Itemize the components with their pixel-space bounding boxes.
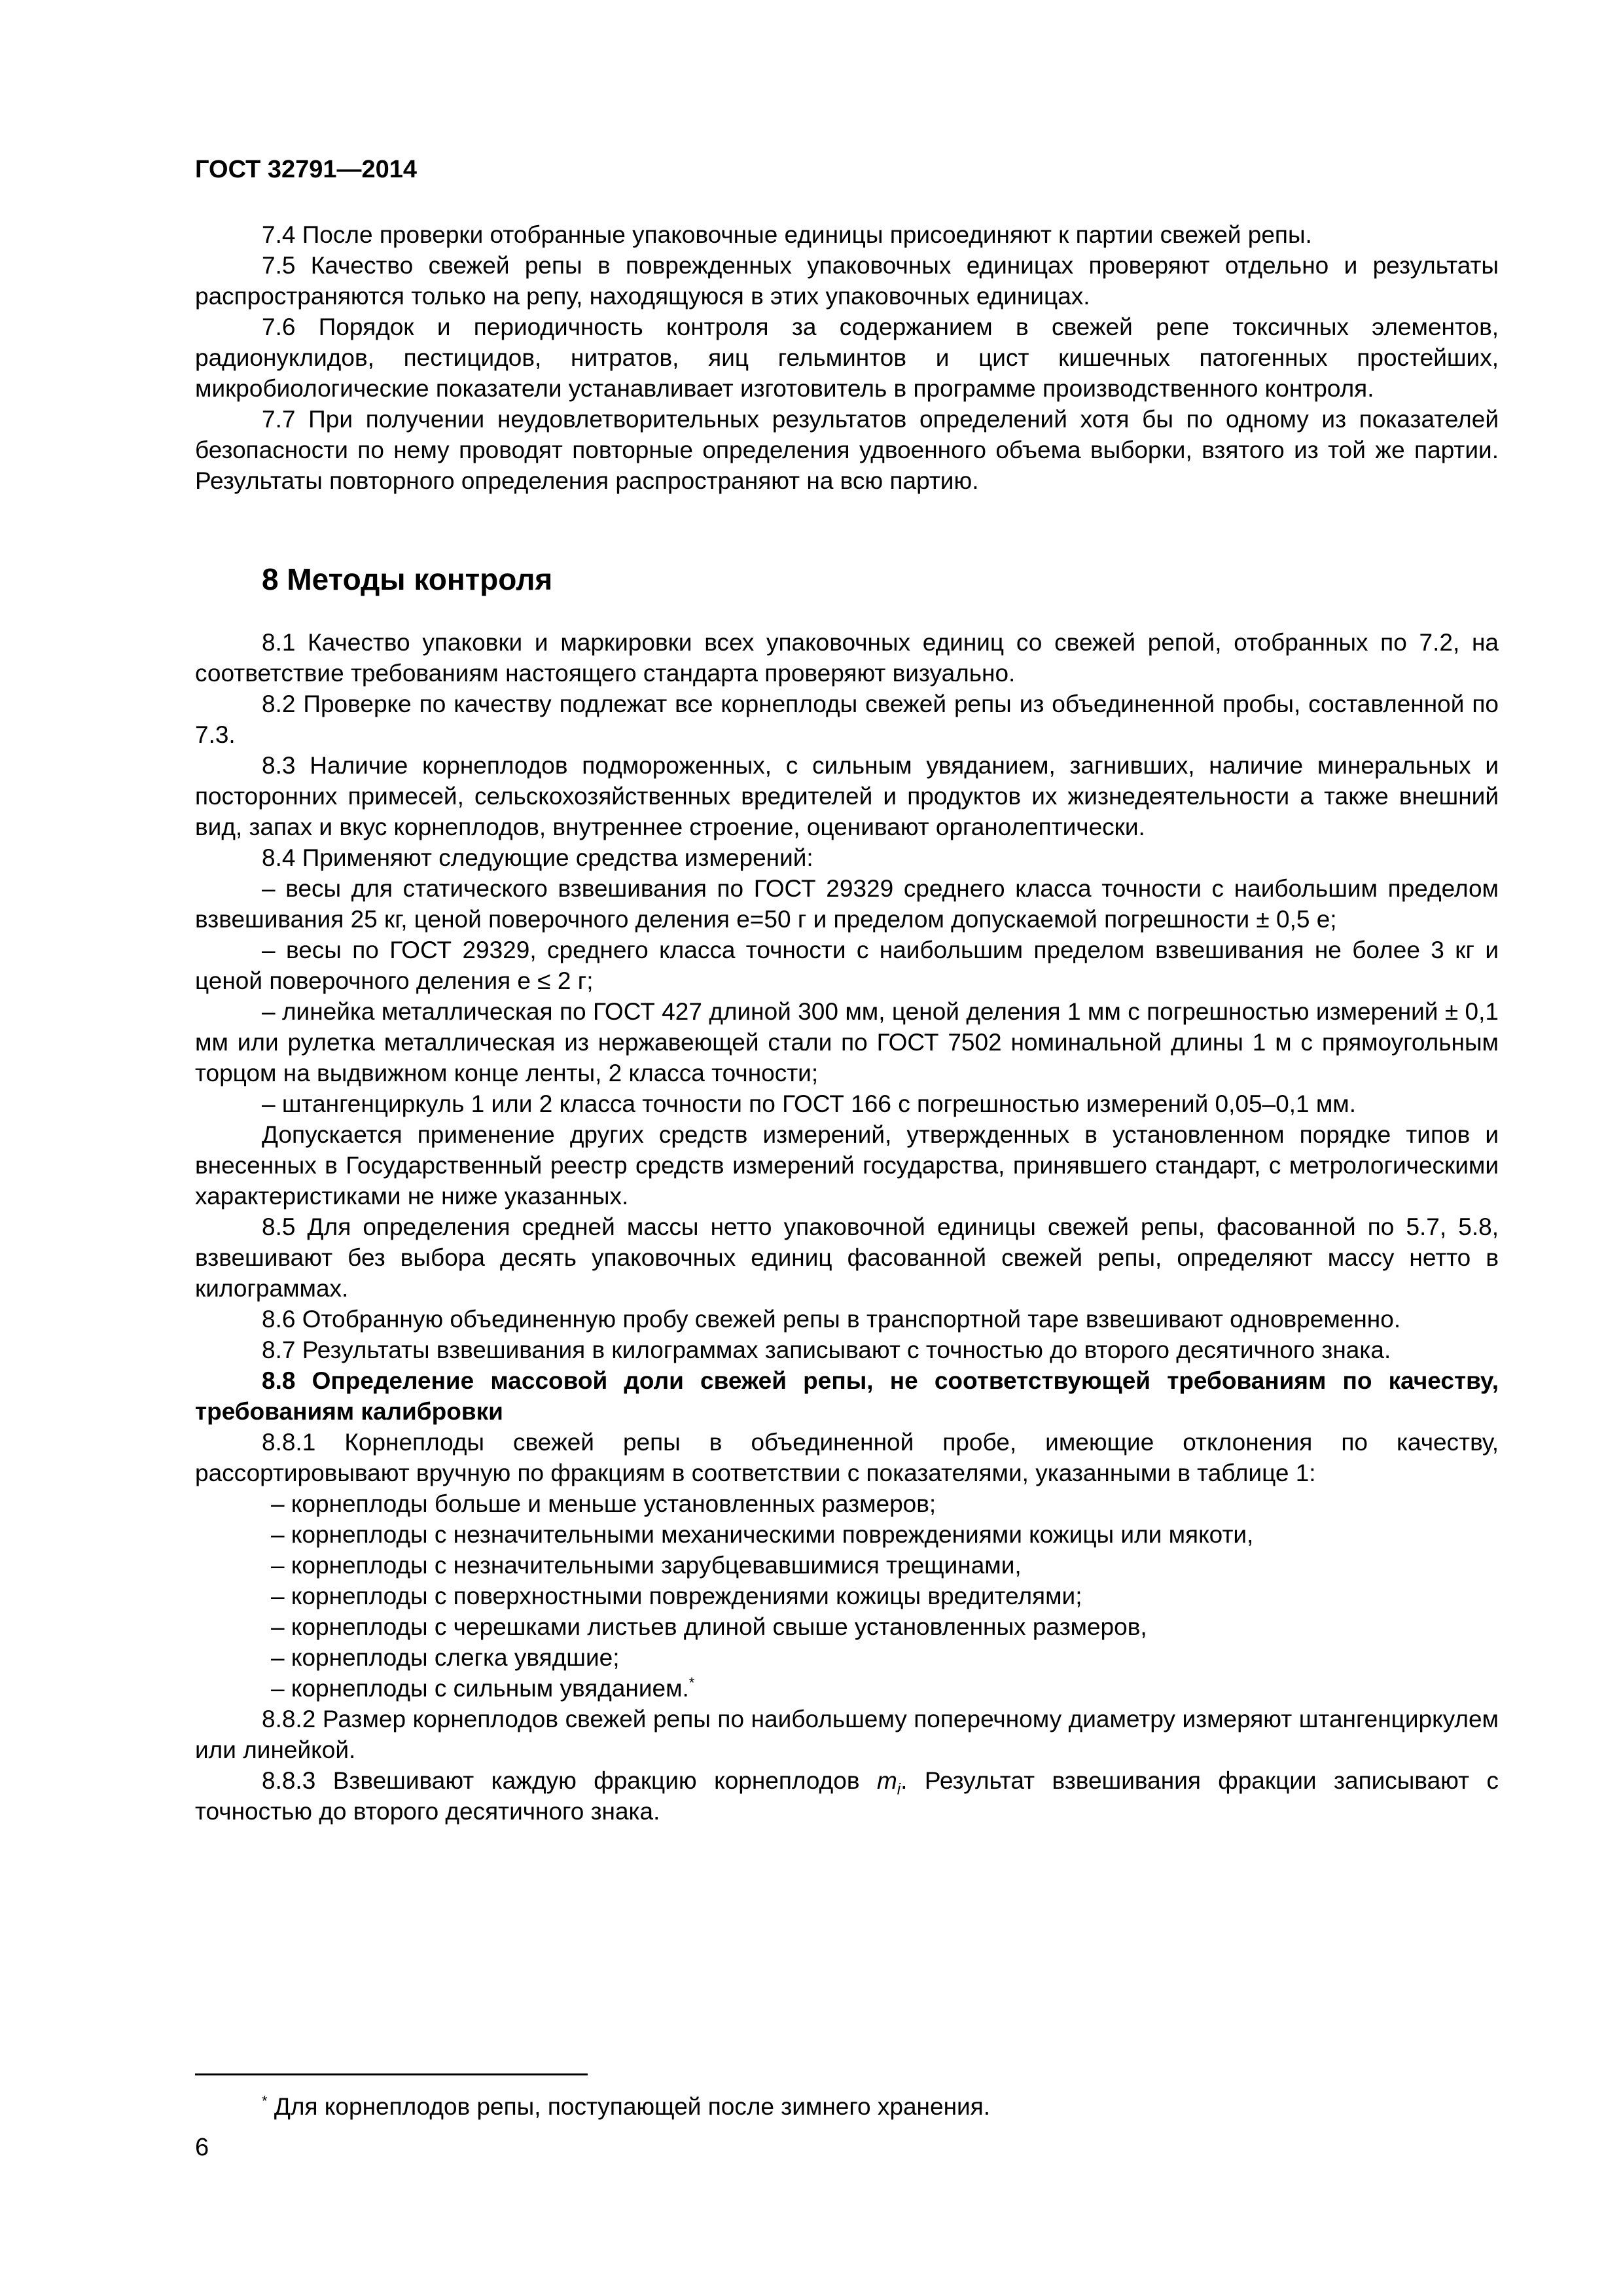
- paragraph-8-8-3-end: . Результат взвешивания фракции записывают с точностью до второго десятичного знака.: [195, 1767, 1499, 1825]
- list-item: – весы по ГОСТ 29329, среднего класса точности с наибольшим пределом взвешивания не более 3 кг и ценой поверочного деления е ≤ 2 г;: [195, 937, 1499, 994]
- section-8-body: [195, 627, 1499, 1827]
- footnote-marker: *: [262, 2092, 268, 2109]
- page-number: 6: [195, 2134, 209, 2161]
- paragraph-7-4: 7.4 После проверки отобранные упаковочные единицы присоединяют к партии свежей репы.: [262, 221, 1312, 248]
- paragraph-7-5: 7.5 Качество свежей репы в поврежденных упаковочных единицах проверяют отдельно и результаты распространяются только на репу, находящуюся в этих упаковочных единицах.: [195, 252, 1499, 310]
- list-item: – штангенциркуль 1 или 2 класса точности по ГОСТ 166 с погрешностью измерений 0,05–0,1 мм.: [262, 1090, 1356, 1117]
- list-item: – корнеплоды с незначительными механическими повреждениями кожицы или мякоти,: [271, 1521, 1254, 1548]
- footnote-text: Для корнеплодов репы, поступающей после зимнего хранения.: [267, 2093, 990, 2120]
- variable-m: m: [876, 1767, 897, 1794]
- footnote: [262, 2093, 990, 2121]
- paragraph-8-5: 8.5 Для определения средней массы нетто упаковочной единицы свежей репы, фасованной по 5.7, 5.8, взвешивают без выбора десять упаковочных единиц фасованной свежей репы, определяют массу нетто в килограммах.: [195, 1213, 1499, 1302]
- list-item: – корнеплоды с черешками листьев длиной свыше установленных размеров,: [271, 1613, 1147, 1640]
- subsection-8-8-title: 8.8 Определение массовой доли свежей репы, не соответствующей требованиям по качеству, требованиям калибровки: [195, 1367, 1499, 1425]
- section-8-title: 8 Методы контроля: [262, 562, 553, 596]
- variable-subscript-i: i: [897, 1780, 901, 1799]
- section-7-continuation: [195, 219, 1499, 496]
- list-item: – корнеплоды больше и меньше установленных размеров;: [271, 1490, 936, 1517]
- paragraph-7-6: 7.6 Порядок и периодичность контроля за содержанием в свежей репе токсичных элементов, радионуклидов, пестицидов, нитратов, яиц гельминтов и цист кишечных патогенных простейших, микробиологические показатели устанавливает изготовитель в программе производственного контроля.: [195, 314, 1499, 402]
- paragraph-7-7: 7.7 При получении неудовлетворительных результатов определений хотя бы по одному из показателей безопасности по нему проводят повторные определения удвоенного объема выборки, взятого из той же партии. Результаты повторного определения распространяют на всю партию.: [195, 406, 1499, 494]
- list-item: – корнеплоды слегка увядшие;: [271, 1644, 620, 1671]
- list-item: – корнеплоды с незначительными зарубцевавшимися трещинами,: [271, 1552, 1022, 1579]
- list-item: – корнеплоды с поверхностными повреждениями кожицы вредителями;: [271, 1583, 1082, 1609]
- document-code-header: ГОСТ 32791—2014: [195, 156, 418, 183]
- paragraph-8-6: 8.6 Отобранную объединенную пробу свежей репы в транспортной таре взвешивают одновременно.: [262, 1306, 1401, 1333]
- footnote-separator: [195, 2073, 588, 2075]
- paragraph-8-8-2: 8.8.2 Размер корнеплодов свежей репы по наибольшему поперечному диаметру измеряют штангенциркулем или линейкой.: [195, 1706, 1499, 1763]
- paragraph-8-7: 8.7 Результаты взвешивания в килограммах записывают с точностью до второго десятичного знака.: [262, 1336, 1391, 1363]
- paragraph-8-3: 8.3 Наличие корнеплодов подмороженных, с сильным увяданием, загнивших, наличие минеральных и посторонних примесей, сельскохозяйственных вредителей и продуктов их жизнедеятельности а также внешний вид, запах и вкус корнеплодов, внутреннее строение, оценивают органолептически.: [195, 752, 1499, 840]
- footnote-reference[interactable]: *: [688, 1674, 695, 1691]
- paragraph-8-2: 8.2 Проверке по качеству подлежат все корнеплоды свежей репы из объединенной пробы, составленной по 7.3.: [195, 691, 1499, 748]
- paragraph-8-8-3: [195, 1765, 1499, 1827]
- list-item-with-footnote: [195, 1673, 1499, 1704]
- list-item: – весы для статического взвешивания по ГОСТ 29329 среднего класса точности с наибольшим пределом взвешивания 25 кг, ценой поверочного деления е=50 г и пределом допускаемой погрешности ± 0,5 е;: [195, 875, 1499, 933]
- paragraph-8-8-3-start: 8.8.3 Взвешивают каждую фракцию корнеплодов: [262, 1767, 877, 1794]
- list-item-text: – корнеплоды с сильным увяданием.: [271, 1675, 689, 1702]
- paragraph-8-1: 8.1 Качество упаковки и маркировки всех упаковочных единиц со свежей репой, отобранных по 7.2, на соответствие требованиям настоящего стандарта проверяют визуально.: [195, 629, 1499, 687]
- paragraph-8-4-note: Допускается применение других средств измерений, утвержденных в установленном порядке типов и внесенных в Государственный реестр средств измерений государства, принявшего стандарт, с метрологическими характеристиками не ниже указанных.: [195, 1121, 1499, 1210]
- paragraph-8-4: 8.4 Применяют следующие средства измерений:: [262, 844, 813, 871]
- list-item: – линейка металлическая по ГОСТ 427 длиной 300 мм, ценой деления 1 мм с погрешностью измерений ± 0,1 мм или рулетка металлическая из нержавеющей стали по ГОСТ 7502 номинальной длины 1 м с прямоугольным торцом на выдвижном конце ленты, 2 класса точности;: [195, 998, 1499, 1086]
- paragraph-8-8-1: 8.8.1 Корнеплоды свежей репы в объединенной пробе, имеющие отклонения по качеству, рассортировывают вручную по фракциям в соответствии с показателями, указанными в таблице 1:: [195, 1429, 1499, 1486]
